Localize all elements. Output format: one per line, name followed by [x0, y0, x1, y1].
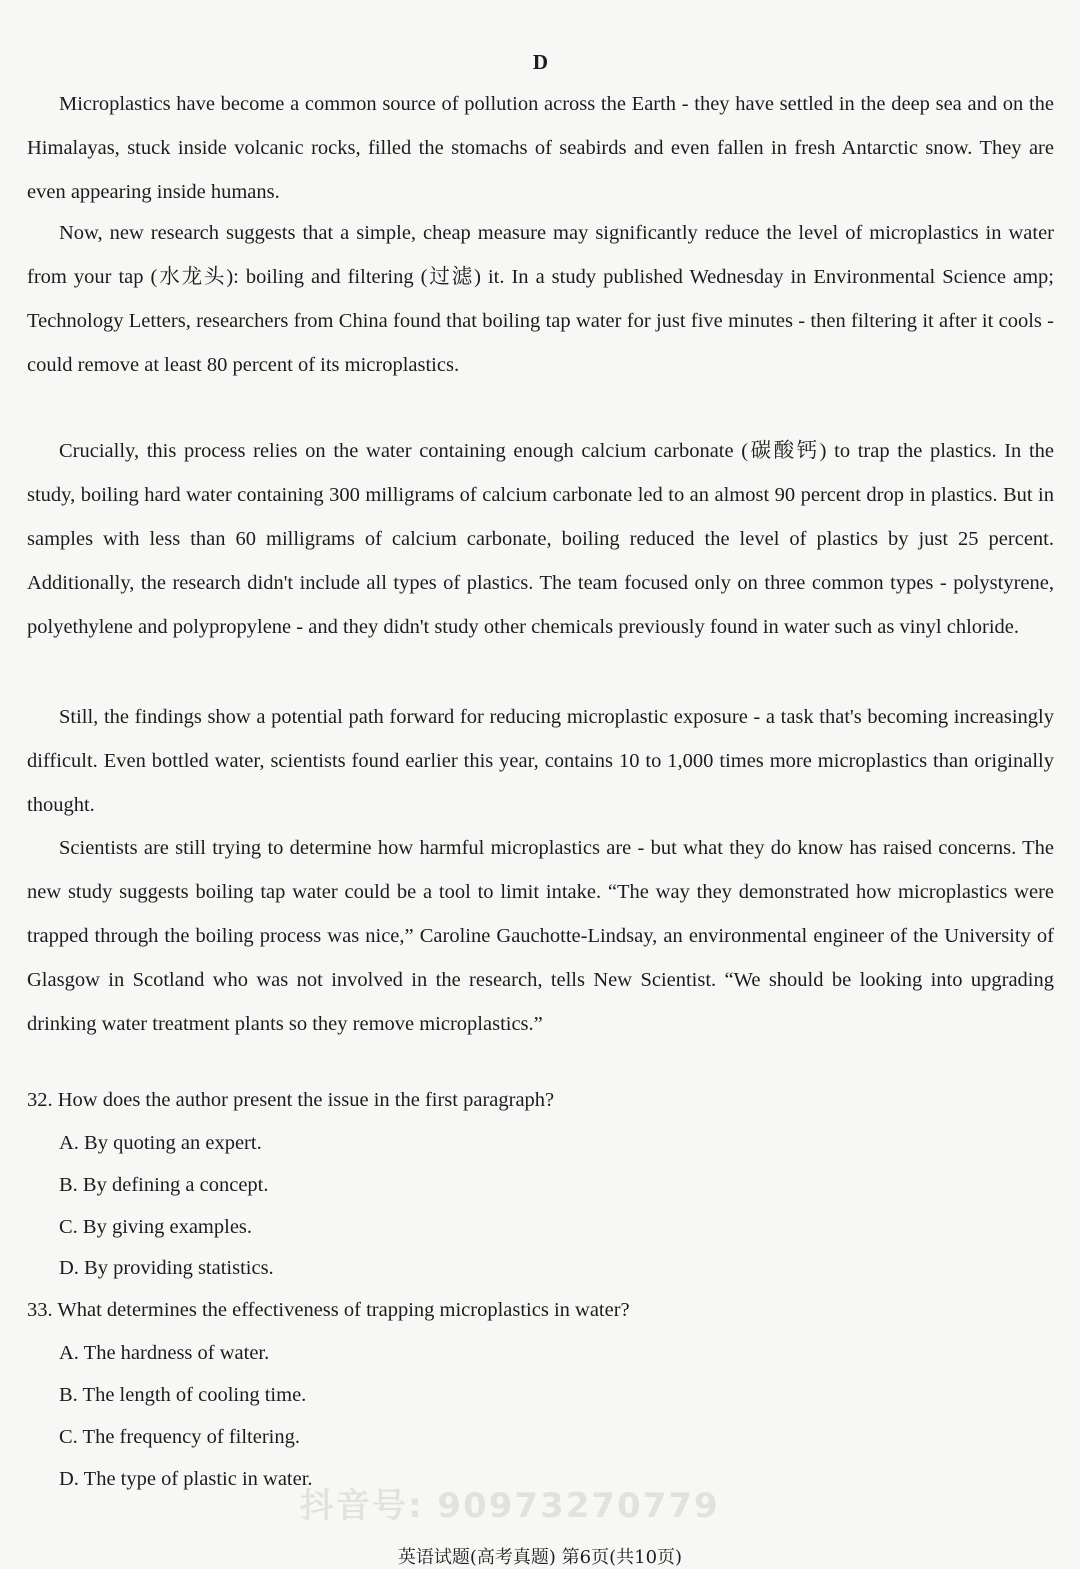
- question-32-option-c: C. By giving examples.: [59, 1216, 253, 1238]
- paragraph-1: Microplastics have become a common source of pollution across the Earth - they have settled in the deep sea and on the Himalayas, stuck inside volcanic rocks, filled the stomachs of seabirds and even fallen in fresh Antarctic snow. They are even appearing inside humans.: [27, 93, 1054, 203]
- question-33-option-d: D. The type of plastic in water.: [59, 1468, 313, 1490]
- question-33-option-c: C. The frequency of filtering.: [59, 1426, 300, 1448]
- question-32-option-d: D. By providing statistics.: [59, 1257, 274, 1279]
- question-32-option-b: B. By defining a concept.: [59, 1174, 269, 1196]
- page-footer: 英语试题(高考真题) 第6页(共10页): [397, 1547, 683, 1568]
- question-33-option-b: B. The length of cooling time.: [59, 1384, 307, 1406]
- paragraph-5: Scientists are still trying to determine how harmful microplastics are - but what they do know has raised concerns. The new study suggests boiling tap water could be a tool to limit intake. “The way they demonstrated how microplastics were trapped through the boiling process was nice,” Caroline Gauchotte-Lindsay, an environmental engineer of the University of Glasgow in Scotland who was not involved in the research, tells New Scientist. “We should be looking into upgrading drinking water treatment plants so they remove microplastics.”: [27, 837, 1054, 1035]
- paragraph-2: Now, new research suggests that a simple, cheap measure may significantly reduce the level of microplastics in water from your tap (水龙头): boiling and filtering (过滤) it. In a study published Wednesday in Environmental Science amp; Technology Letters, researchers from China found that boiling tap water for just five minutes - then filtering it after it cools - could remove at least 80 percent of its microplastics.: [27, 222, 1054, 376]
- question-32-stem: 32. How does the author present the issue in the first paragraph?: [27, 1089, 555, 1111]
- question-32-option-a: A. By quoting an expert.: [59, 1132, 262, 1154]
- paragraph-4: Still, the findings show a potential path forward for reducing microplastic exposure - a task that's becoming increasingly difficult. Even bottled water, scientists found earlier this year, contains 10 to 1,000 times more microplastics than originally thought.: [27, 706, 1054, 816]
- paragraph-3: Crucially, this process relies on the water containing enough calcium carbonate (碳酸钙) to trap the plastics. In the study, boiling hard water containing 300 milligrams of calcium carbonate led to an almost 90 percent drop in plastics. But in samples with less than 60 milligrams of calcium carbonate, boiling reduced the level of plastics by just 25 percent. Additionally, the research didn't include all types of plastics. The team focused only on three common types - polystyrene, polyethylene and polypropylene - and they didn't study other chemicals previously found in water such as vinyl chloride.: [27, 440, 1054, 638]
- question-33-stem: 33. What determines the effectiveness of trapping microplastics in water?: [27, 1299, 630, 1321]
- question-33-option-a: A. The hardness of water.: [59, 1342, 270, 1364]
- watermark: 抖音号: 90973270779: [300, 1486, 720, 1526]
- section-title: D: [532, 50, 549, 74]
